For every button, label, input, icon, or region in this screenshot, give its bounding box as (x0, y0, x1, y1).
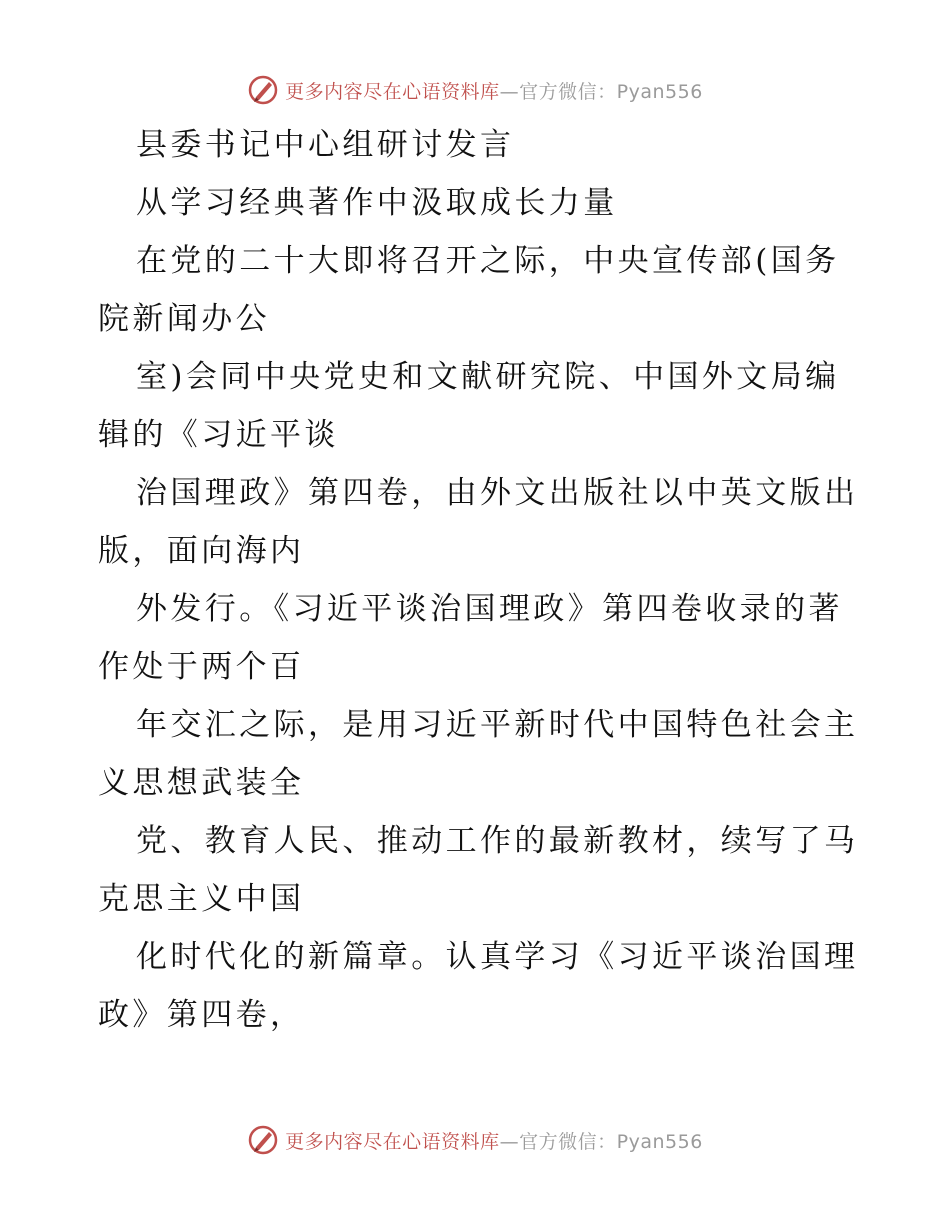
logo-icon (247, 74, 279, 106)
watermark-text (285, 77, 703, 104)
watermark-sub-text: —官方微信：Pyan556 (499, 1130, 703, 1153)
document-title: 县委书记中心组研讨发言 (136, 127, 515, 163)
paragraph-line: 克思主义中国 (98, 881, 305, 917)
paragraph-line: 治国理政》第四卷，由外文出版社以中英文版出 (136, 475, 859, 511)
document-subtitle: 从学习经典著作中汲取成长力量 (136, 185, 618, 221)
paragraph-line: 政》第四卷， (98, 997, 305, 1033)
watermark-header (0, 70, 950, 110)
paragraph-line: 年交汇之际，是用习近平新时代中国特色社会主 (136, 707, 859, 743)
paragraph-line: 版，面向海内 (98, 533, 305, 569)
paragraph-line: 院新闻办公 (98, 301, 270, 337)
paragraph-line: 在党的二十大即将召开之际，中央宣传部(国务 (136, 243, 840, 279)
watermark-text (285, 1127, 703, 1154)
watermark-sub-text: —官方微信：Pyan556 (499, 80, 703, 103)
logo-icon (247, 1124, 279, 1156)
paragraph-line: 义思想武装全 (98, 765, 305, 801)
paragraph-line: 党、教育人民、推动工作的最新教材，续写了马 (136, 823, 859, 859)
document-body (98, 116, 858, 1044)
watermark-footer (0, 1120, 950, 1160)
paragraph-line: 外发行。《习近平谈治国理政》第四卷收录的著 (136, 591, 843, 627)
watermark-main-text: 更多内容尽在心语资料库 (285, 80, 500, 103)
paragraph-line: 辑的《习近平谈 (98, 417, 339, 453)
paragraph-line: 室)会同中央党史和文献研究院、中国外文局编 (136, 359, 840, 395)
paragraph-line: 作处于两个百 (98, 649, 305, 685)
watermark-main-text: 更多内容尽在心语资料库 (285, 1130, 500, 1153)
paragraph-line: 化时代化的新篇章。认真学习《习近平谈治国理 (136, 939, 859, 975)
